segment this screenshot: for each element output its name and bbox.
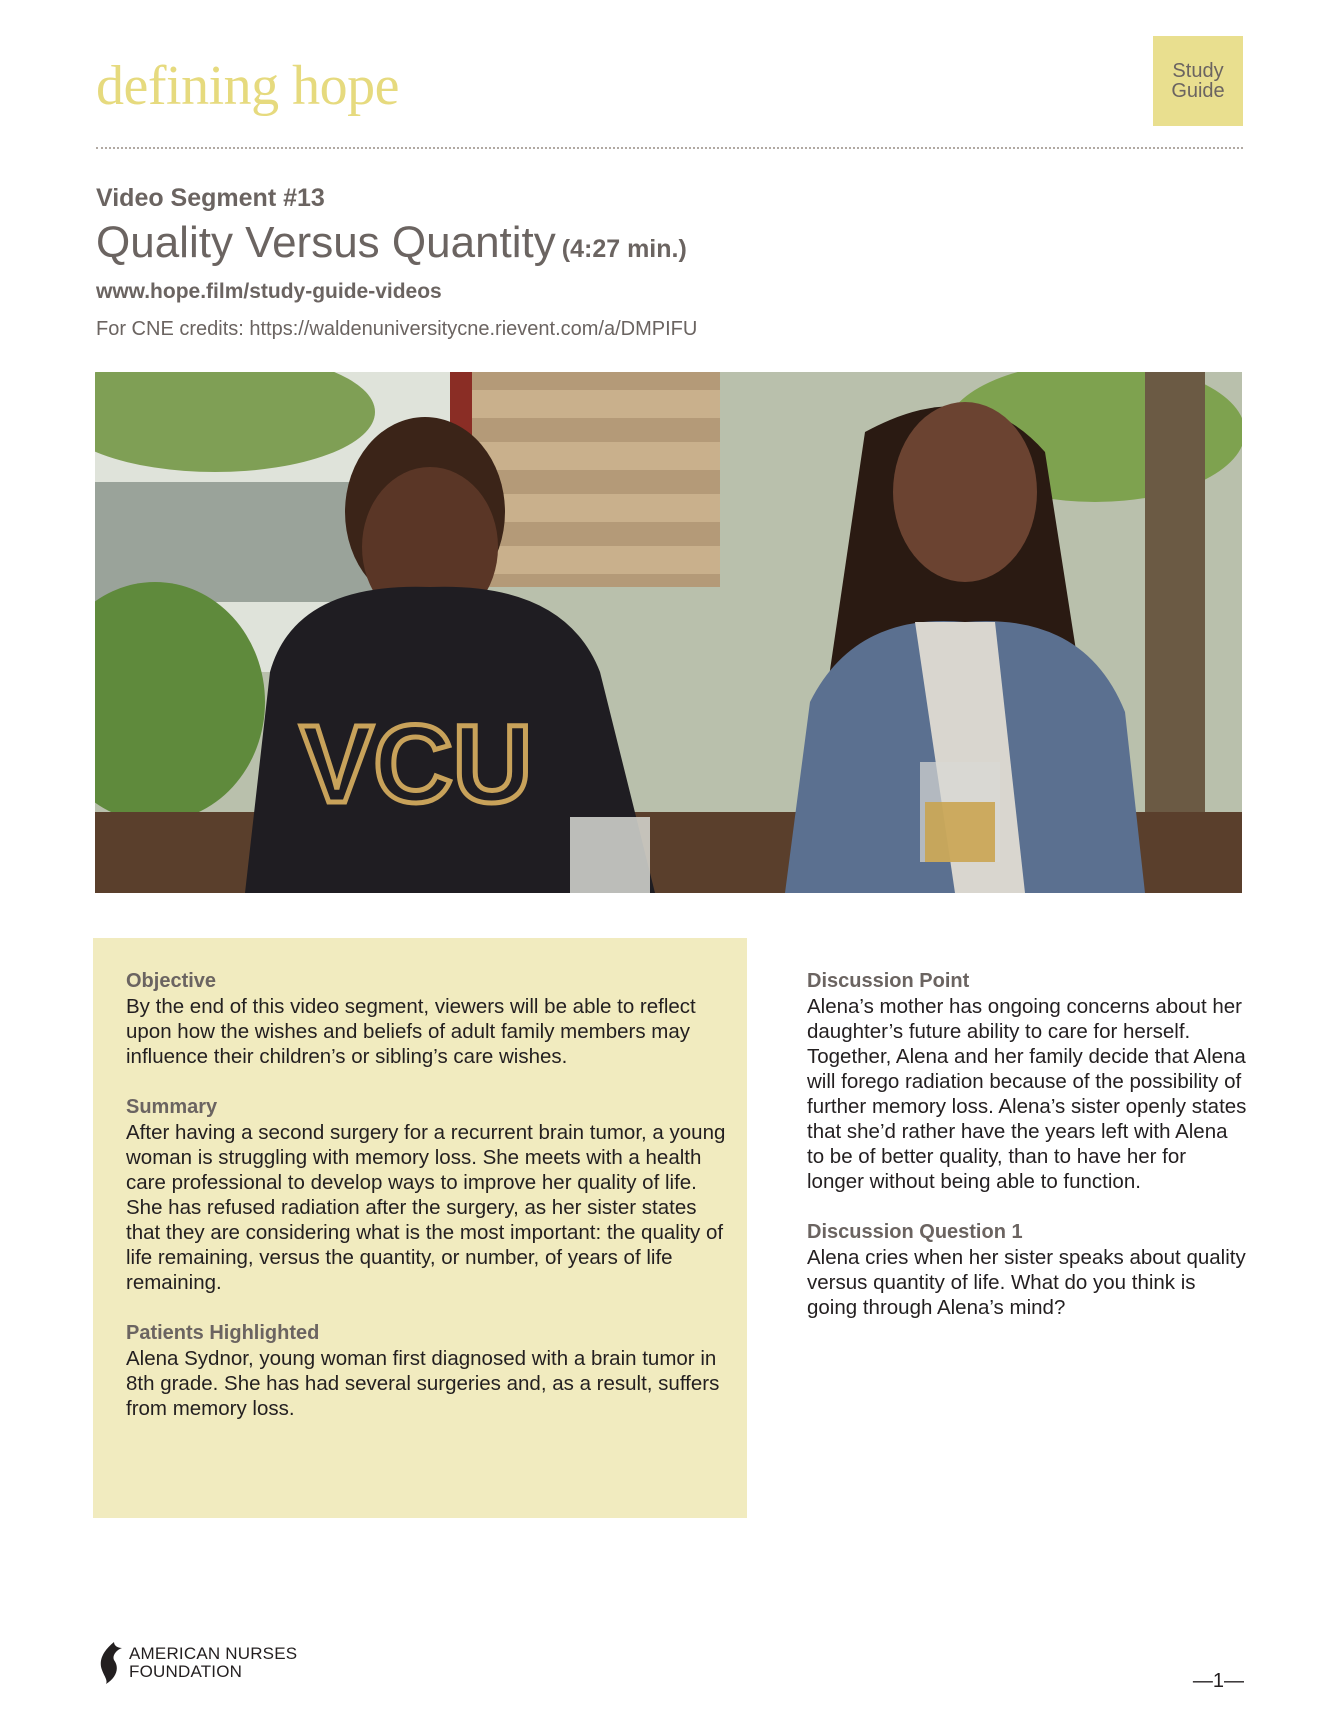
segment-url: www.hope.film/study-guide-videos xyxy=(96,280,442,303)
flame-icon xyxy=(96,1640,126,1686)
segment-duration: (4:27 min.) xyxy=(561,235,687,263)
segment-title-row xyxy=(96,218,687,268)
section-body: After having a second surgery for a recurrent brain tumor, a young woman is struggling with memory loss. She meets with a health care professional to develop ways to improve her quality of life. She has refused radiation after the surgery, as her sister states that they are considering what is the most important: the quality of life remaining, versus the quantity, or number, of years of life remaining. xyxy=(126,1121,726,1294)
segment-title: Quality Versus Quantity xyxy=(96,218,556,267)
objective-section xyxy=(126,968,726,1069)
discussion-question-section xyxy=(807,1219,1247,1320)
cne-credits: For CNE credits: https://waldenuniversitycne.rievent.com/a/DMPIFU xyxy=(96,318,698,340)
section-heading: Discussion Question 1 xyxy=(807,1221,1023,1243)
discussion-point-section xyxy=(807,968,1247,1194)
left-column xyxy=(126,968,726,1446)
section-heading: Objective xyxy=(126,970,217,992)
badge-line-2: Guide xyxy=(1171,80,1225,102)
logo-line-1: AMERICAN NURSES xyxy=(129,1644,298,1663)
brand-title: defining hope xyxy=(96,55,399,117)
summary-section xyxy=(126,1094,726,1295)
section-body: Alena Sydnor, young woman first diagnosed with a brain tumor in 8th grade. She has had several surgeries and, as a result, suffers from memory loss. xyxy=(126,1347,720,1420)
page-number: —1— xyxy=(1192,1670,1244,1692)
badge-line-1: Study xyxy=(1172,60,1224,82)
right-column xyxy=(807,968,1247,1345)
logo-line-2: FOUNDATION xyxy=(129,1662,243,1681)
section-heading: Patients Highlighted xyxy=(126,1322,320,1344)
patients-section xyxy=(126,1320,726,1421)
photo-illustration xyxy=(95,372,1242,893)
section-body: By the end of this video segment, viewers will be able to reflect upon how the wishes and beliefs of adult family members may influence their children’s or sibling’s care wishes. xyxy=(126,995,696,1068)
header-divider xyxy=(96,147,1243,149)
segment-label: Video Segment #13 xyxy=(96,184,325,212)
video-still-photo xyxy=(95,372,1242,893)
section-body: Alena cries when her sister speaks about quality versus quantity of life. What do you think is going through Alena’s mind? xyxy=(807,1246,1246,1319)
logo-text xyxy=(129,1645,297,1681)
section-heading: Summary xyxy=(126,1096,218,1118)
ana-foundation-logo xyxy=(96,1640,297,1686)
svg-text:VCU: VCU xyxy=(300,703,533,826)
section-body: Alena’s mother has ongoing concerns about her daughter’s future ability to care for herself. Together, Alena and her family decide that Alena will forego radiation because of the possibility of further memory loss. Alena’s sister openly states that she’d rather have the years left with Alena to be of better quality, than to have her for longer without being able to function. xyxy=(807,995,1247,1193)
study-guide-badge xyxy=(1153,36,1243,126)
section-heading: Discussion Point xyxy=(807,970,970,992)
